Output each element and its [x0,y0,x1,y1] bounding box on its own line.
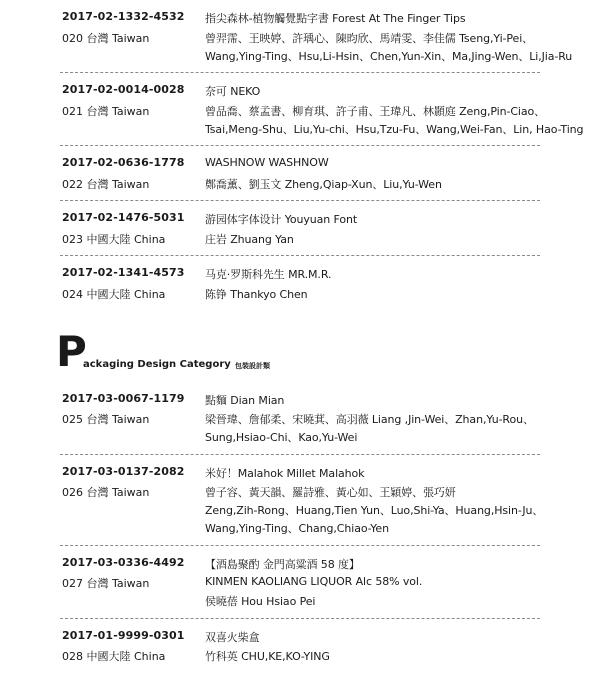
registration-code: 2017-02-0636-1778 [62,156,185,169]
entry-designers: 竹科英 CHU,KE,KO-YING [205,650,330,663]
entry-designers: Wang,Ying-Ting、Hsu,Li-Hsin、Chen,Yun-Xin、Ma,Jing-Wen、Li,Jia-Ru [205,50,573,63]
divider [60,255,540,256]
entry-designers: Tsai,Meng-Shu、Liu,Yu-chi、Hsu,Tzu-Fu、Wang,Wei-Fan、Lin, Hao-Ting [205,123,584,136]
category-title: ackaging Design Category [83,359,231,370]
entry-region: 025 台灣 Taiwan [62,413,150,426]
entry-region: 024 中國大陸 China [62,288,166,301]
divider [60,200,540,201]
entry-title: 奈可 NEKO [205,85,261,98]
entry-designers: 陈铮 Thankyo Chen [205,288,308,301]
registration-code: 2017-03-0067-1179 [62,392,185,405]
entry-title: 游园体字体设计 Youyuan Font [205,213,358,226]
entry-region: 023 中國大陸 China [62,233,166,246]
divider [60,545,540,546]
divider [60,72,540,73]
category-heading [56,327,556,376]
entry-region: 020 台灣 Taiwan [62,32,150,45]
entry-region: 027 台灣 Taiwan [62,577,150,590]
divider [60,618,540,619]
entry-title: 【酒島聚酌 金門高粱酒 58 度】 [205,558,360,571]
category-title-zh: 包裝設計類 [235,362,270,370]
entry-title: WASHNOW WASHNOW [205,156,329,169]
registration-code: 2017-02-1332-4532 [62,10,185,23]
entry-designers: 鄭喬薰、劉玉文 Zheng,Qiap-Xun、Liu,Yu-Wen [205,178,442,191]
entry-designers: Wang,Ying-Ting、Chang,Chiao-Yen [205,522,389,535]
registration-code: 2017-01-9999-0301 [62,629,185,642]
registration-code: 2017-02-1341-4573 [62,266,185,279]
divider [60,454,540,455]
entry-region: 021 台灣 Taiwan [62,105,150,118]
entry-region: 028 中國大陸 China [62,650,166,663]
entry-designers: 曾品喬、蔡孟書、柳育琪、許子甫、王瑋凡、林顥庭 Zeng,Pin-Ciao、 [205,105,546,118]
entry-title-en: KINMEN KAOLIANG LIQUOR Alc 58% vol. [205,575,423,588]
entry-title: 米好！Malahok Millet Malahok [205,467,365,480]
registration-code: 2017-03-0336-4492 [62,556,185,569]
entry-region: 022 台灣 Taiwan [62,178,150,191]
entry-designers: 梁晉瑋、詹郁柔、宋曉萁、高羽薇 Liang ,Jin-Wei、Zhan,Yu-Rou、 [205,413,534,426]
entry-region: 026 台灣 Taiwan [62,486,150,499]
divider [60,145,540,146]
entry-designers: 曾子容、黃天韻、羅詩雅、黃心如、王穎婷、張巧妍 [205,486,456,499]
registration-code: 2017-03-0137-2082 [62,465,185,478]
entry-title: 双喜火柴盒 [205,631,260,644]
registration-code: 2017-02-0014-0028 [62,83,185,96]
registration-code: 2017-02-1476-5031 [62,211,185,224]
entry-title: 指尖森林-植物觸覺點字書 Forest At The Finger Tips [205,12,466,25]
entry-designers: Sung,Hsiao-Chi、Kao,Yu-Wei [205,431,358,444]
entry-designers: 曾羿霈、王映婷、許瑀心、陳昀欣、馬靖雯、李佳儒 Tseng,Yi-Pei、 [205,32,534,45]
entry-title: 點麵 Dian Mian [205,394,285,407]
entry-title: 马克·罗斯科先生 MR.M.R. [205,268,332,281]
category-initial: P [56,327,87,376]
entry-designers: 庄岩 Zhuang Yan [205,233,294,246]
entry-designers: 侯曉蓓 Hou Hsiao Pei [205,595,316,608]
entry-designers: Zeng,Zih-Rong、Huang,Tien Yun、Luo,Shi-Ya、Huang,Hsin-Ju、 [205,504,544,517]
